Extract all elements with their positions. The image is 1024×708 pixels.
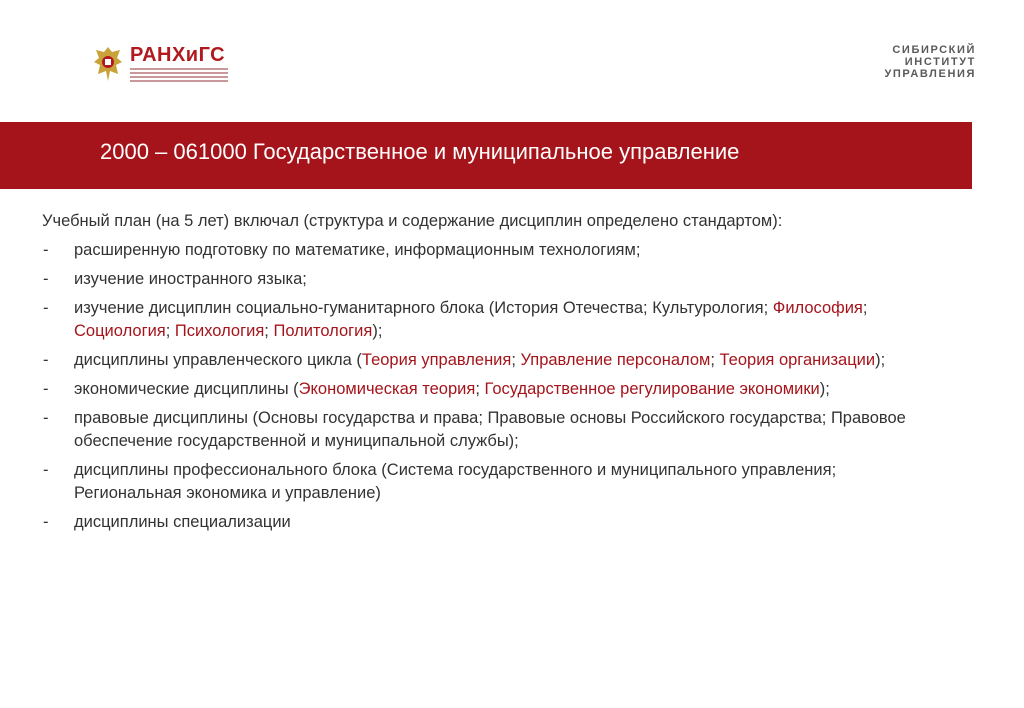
list-item-text: дисциплины специализации	[74, 513, 291, 531]
highlighted-discipline: Теория управления	[361, 351, 512, 369]
list-item-text: экономические дисциплины (	[74, 380, 299, 398]
list-item	[42, 407, 942, 453]
highlighted-discipline: Теория организации	[719, 351, 876, 369]
list-item-text: изучение иностранного языка;	[74, 270, 307, 288]
list-item-text: ;	[165, 322, 175, 340]
highlighted-discipline: Экономическая теория	[298, 380, 476, 398]
logo-right-line-2: ИНСТИТУТ	[904, 56, 976, 68]
list-item-text: ;	[511, 351, 521, 369]
highlighted-discipline: Политология	[273, 322, 373, 340]
list-item-text: дисциплины профессионального блока (Система государственного и муниципального управления; Региональная экономика и управление)	[74, 461, 837, 502]
list-item	[42, 459, 942, 505]
ranepa-logo	[92, 42, 232, 86]
list-item-text: ;	[264, 322, 274, 340]
list-item	[42, 378, 942, 401]
list-item	[42, 239, 942, 262]
logo-name: РАНХиГС	[130, 43, 226, 66]
highlighted-discipline: Государственное регулирование экономики	[484, 380, 820, 398]
list-item-text: ;	[710, 351, 720, 369]
list-item-text: ;	[862, 299, 868, 317]
list-item	[42, 511, 942, 534]
highlighted-discipline: Философия	[772, 299, 863, 317]
list-item-text: );	[819, 380, 830, 398]
list-item-text: );	[372, 322, 383, 340]
slide-content	[42, 210, 942, 540]
list-item-text: правовые дисциплины (Основы государства и права; Правовые основы Российского государства; Правовое обеспечение государственной и муниципальной службы);	[74, 409, 906, 450]
logo-right-line-3: УПРАВЛЕНИЯ	[884, 68, 976, 80]
slide-title: 2000 – 061000 Государственное и муниципальное управление	[100, 139, 740, 164]
eagle-emblem-icon	[92, 44, 124, 84]
intro-text: Учебный план (на 5 лет) включал (структура и содержание дисциплин определено стандартом):	[42, 212, 783, 230]
list-item	[42, 297, 942, 343]
highlighted-discipline: Управление персоналом	[520, 351, 711, 369]
list-item	[42, 268, 942, 291]
list-item-text: изучение дисциплин социально-гуманитарного блока (История Отечества; Культурология;	[74, 299, 773, 317]
list-item-text: ;	[475, 380, 485, 398]
list-item-text: дисциплины управленческого цикла (	[74, 351, 362, 369]
highlighted-discipline: Психология	[174, 322, 265, 340]
list-item-text: );	[875, 351, 886, 369]
list-item	[42, 349, 942, 372]
logo-small-text	[130, 68, 228, 84]
curriculum-list	[42, 239, 942, 534]
list-item-text: расширенную подготовку по математике, информационным технологиям;	[74, 241, 641, 259]
highlighted-discipline: Социология	[74, 322, 166, 340]
logo-right-line-1: СИБИРСКИЙ	[892, 44, 976, 56]
siberian-institute-logo	[884, 44, 976, 80]
